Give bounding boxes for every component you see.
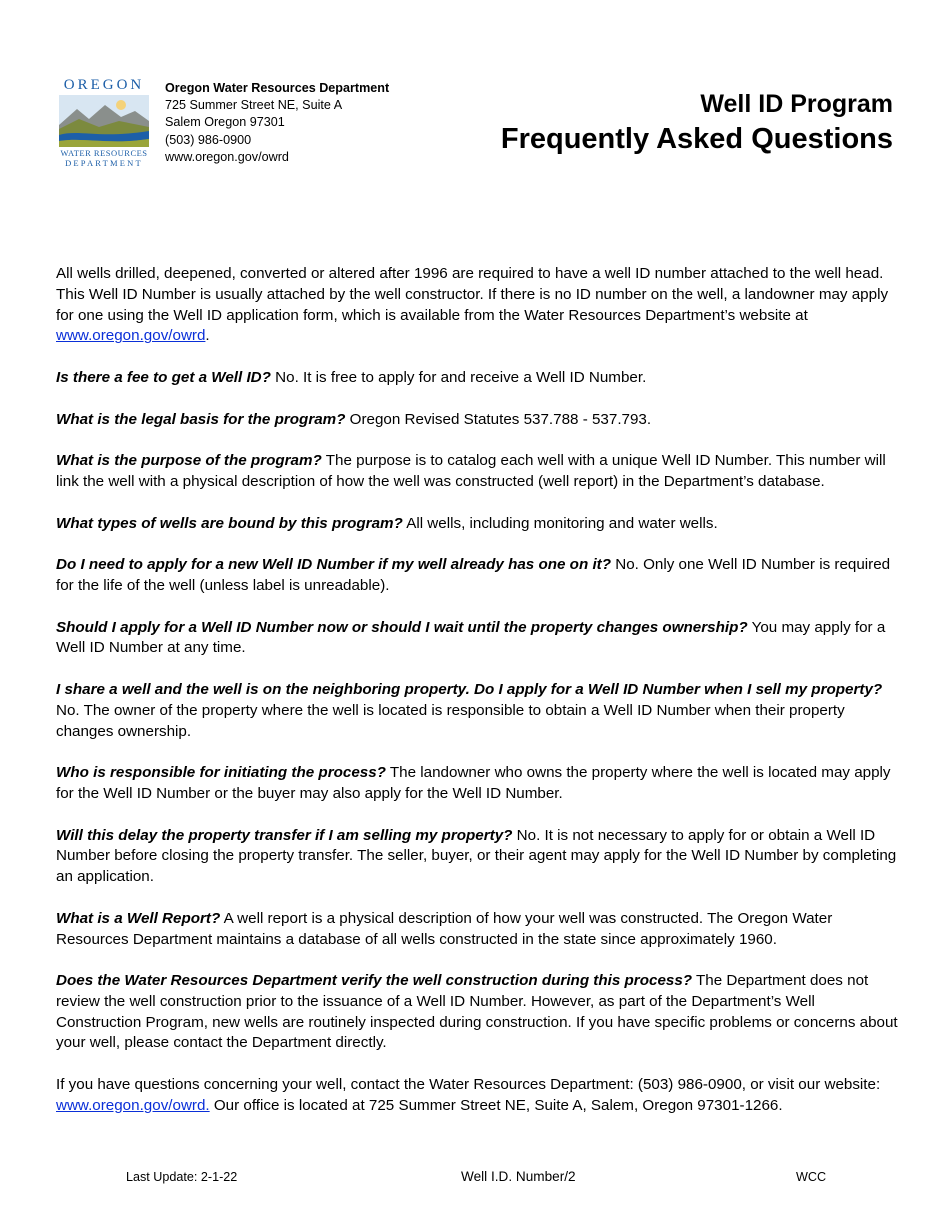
faq-question: Is there a fee to get a Well ID? — [56, 368, 271, 386]
faq-item — [56, 451, 898, 493]
title-line2: Frequently Asked Questions — [500, 123, 893, 155]
faq-question: Who is responsible for initiating the process? — [56, 764, 386, 782]
faq-answer: Oregon Revised Statutes 537.788 - 537.793. — [345, 410, 652, 428]
title-line1: Well ID Program — [700, 90, 893, 118]
org-website: www.oregon.gov/owrd — [165, 149, 289, 164]
faq-answer: A well report is a physical description of how your well was constructed. The Oregon Water Resources Department maintains a database of all wells constructed in the state since approximately 1960. — [56, 909, 833, 948]
landscape-logo-icon — [59, 95, 149, 147]
intro-paragraph — [56, 264, 898, 347]
intro-website-link[interactable]: www.oregon.gov/owrd — [56, 327, 206, 345]
org-contact-block — [165, 80, 389, 166]
faq-question: Do I need to apply for a new Well ID Number if my well already has one on it? — [56, 556, 612, 574]
faq-item — [56, 680, 898, 742]
faq-answer: No. Only one Well ID Number is required for the life of the well (unless label is unreadable). — [56, 556, 891, 594]
footer-form-number: Well I.D. Number/2 — [461, 1169, 576, 1184]
org-phone: (503) 986-0900 — [165, 132, 252, 147]
faq-answer: The purpose is to catalog each well with a unique Well ID Number. This number will link the well with a physical description of how the well was constructed (well report) in the Department’s database. — [56, 452, 886, 490]
faq-answer: No. The owner of the property where the well is located is responsible to obtain a Well ID Number when their property changes ownership. — [56, 701, 845, 740]
closing-website-link[interactable]: www.oregon.gov/owrd. — [56, 1096, 210, 1114]
faq-item — [56, 971, 898, 1054]
faq-item — [56, 618, 898, 660]
logo-bottom-line2: DEPARTMENT — [65, 157, 143, 168]
faq-question: What types of wells are bound by this program? — [56, 514, 403, 532]
faq-answer: The landowner who owns the property where the well is located may apply for the Well ID Number or the buyer may also apply for the Well ID Number. — [56, 764, 891, 802]
closing-text-end: Our office is located at 725 Summer Street NE, Suite A, Salem, Oregon 97301-1266. — [209, 1096, 783, 1114]
faq-item — [56, 514, 898, 535]
closing-paragraph — [56, 1075, 898, 1117]
faq-item — [56, 410, 898, 431]
faq-item — [56, 763, 898, 805]
faq-answer: All wells, including monitoring and water wells. — [402, 514, 718, 532]
faq-question: Should I apply for a Well ID Number now or should I wait until the property changes ownership? — [56, 618, 748, 636]
org-name: Oregon Water Resources Department — [165, 81, 390, 95]
faq-item — [56, 555, 898, 597]
intro-text-end: . — [205, 327, 210, 345]
faq-item — [56, 826, 898, 888]
faq-question: Does the Water Resources Department verify the well construction during this process? — [56, 972, 693, 990]
closing-text: If you have questions concerning your well, contact the Water Resources Department: (503) 986-0900, or visit our website: — [56, 1076, 881, 1094]
logo-bottom-line1: WATER RESOURCES — [60, 148, 148, 158]
document-title — [501, 88, 893, 158]
footer-author-code: WCC — [796, 1170, 827, 1184]
intro-text: All wells drilled, deepened, converted or altered after 1996 are required to have a well ID number attached to the well head. This Well ID Number is usually attached by the well constructor. If there is no ID number on the well, a landowner may apply for one using the Well ID application form, which is available from the Water Resources Department’s website at — [56, 265, 889, 324]
faq-answer: You may apply for a Well ID Number at any time. — [56, 618, 886, 657]
faq-answer: No. It is not necessary to apply for or obtain a Well ID Number before closing the property transfer. The seller, buyer, or their agent may apply for the Well ID Number by completing an application. — [56, 826, 897, 886]
owrd-logo — [58, 78, 150, 166]
faq-question: Will this delay the property transfer if I am selling my property? — [56, 826, 513, 844]
faq-question: I share a well and the well is on the neighboring property. Do I apply for a Well ID Number when I sell my property? — [56, 680, 883, 698]
logo-top-text: OREGON — [63, 77, 145, 93]
faq-answer: The Department does not review the well construction prior to the issuance of a Well ID Number. However, as part of the Department’s Well Construction Program, new wells are routinely inspected during construction. If you have specific problems or concerns about your well, please contact the Department directly. — [56, 972, 898, 1052]
faq-answer: No. It is free to apply for and receive a Well ID Number. — [270, 368, 647, 386]
faq-question: What is the purpose of the program? — [56, 452, 322, 470]
faq-question: What is a Well Report? — [56, 909, 221, 927]
org-address-line2: Salem Oregon 97301 — [165, 115, 285, 130]
faq-item — [56, 909, 898, 951]
faq-question: What is the legal basis for the program? — [56, 410, 346, 428]
footer-last-update: Last Update: 2-1-22 — [126, 1170, 238, 1184]
document-body — [56, 264, 898, 1137]
org-address-line1: 725 Summer Street NE, Suite A — [165, 98, 343, 113]
faq-item — [56, 368, 898, 389]
